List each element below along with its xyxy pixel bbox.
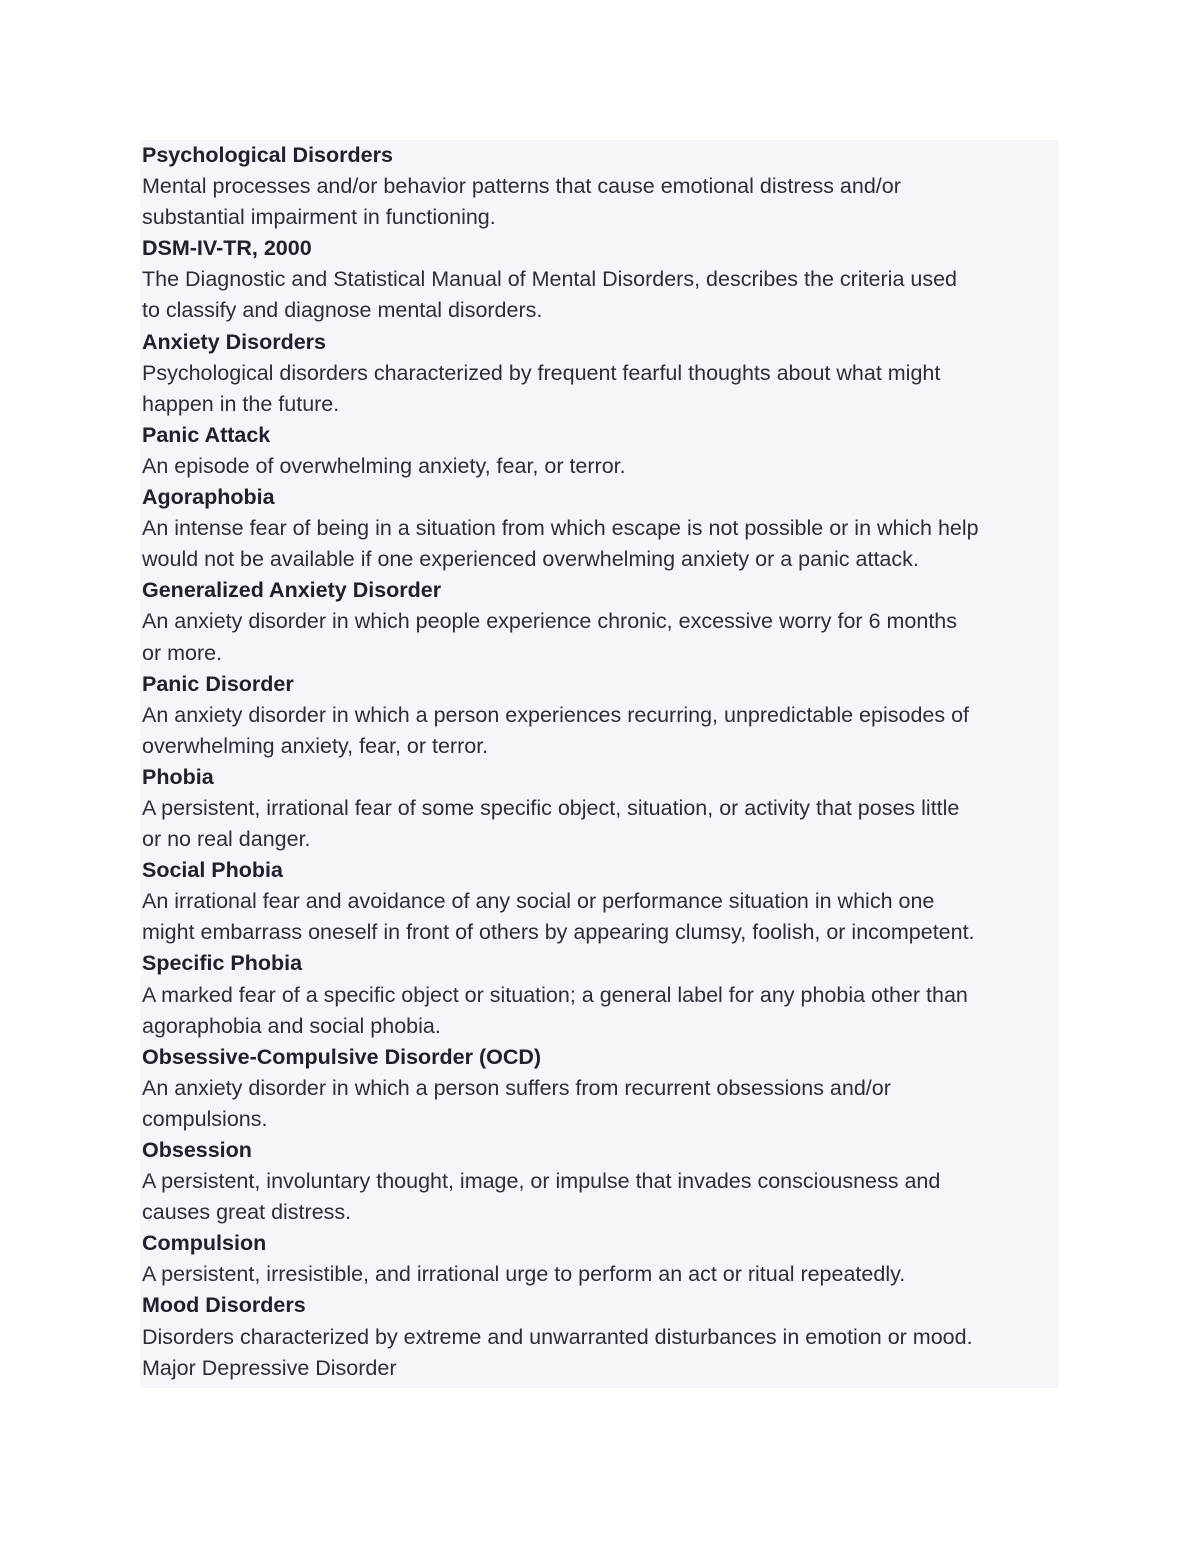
glossary-definition-line: causes great distress.: [142, 1200, 352, 1225]
glossary-term: Panic Disorder: [142, 671, 294, 696]
glossary-term: Psychological Disorders: [142, 143, 393, 167]
glossary-definition-line: Mental processes and/or behavior patterns that cause emotional distress and/or: [142, 174, 901, 199]
glossary-definition-line: The Diagnostic and Statistical Manual of Mental Disorders, describes the criteria used: [142, 267, 957, 292]
glossary-definition-line: might embarrass oneself in front of others by appearing clumsy, foolish, or incompetent.: [142, 920, 975, 945]
glossary-definition-line: or no real danger.: [142, 827, 311, 852]
glossary-definition-line: substantial impairment in functioning.: [142, 205, 496, 230]
glossary-definition-line: A persistent, irrational fear of some specific object, situation, or activity that poses little: [142, 795, 960, 820]
glossary-term: Social Phobia: [142, 858, 283, 883]
glossary-term: Panic Attack: [142, 422, 271, 447]
glossary-term: Compulsion: [142, 1231, 267, 1256]
glossary-term: Generalized Anxiety Disorder: [142, 578, 442, 603]
glossary-definition-line: An episode of overwhelming anxiety, fear, or terror.: [142, 453, 626, 478]
glossary-term: Anxiety Disorders: [142, 329, 327, 354]
glossary-term: Obsession: [142, 1138, 252, 1162]
glossary-definition-line: compulsions.: [142, 1106, 268, 1131]
glossary-definition-line: happen in the future.: [142, 391, 340, 416]
glossary-term: DSM-IV-TR, 2000: [142, 236, 312, 261]
glossary-definition-line: Disorders characterized by extreme and unwarranted disturbances in emotion or mood.: [142, 1324, 973, 1349]
glossary-definition-line: An intense fear of being in a situation from which escape is not possible or in which help: [142, 516, 979, 541]
glossary-definition-line: Major Depressive Disorder: [142, 1355, 397, 1380]
glossary-definition-line: An anxiety disorder in which a person experiences recurring, unpredictable episodes of: [142, 702, 970, 727]
glossary-definition-line: A persistent, irresistible, and irrational urge to perform an act or ritual repeatedly.: [142, 1262, 906, 1287]
glossary-term: Agoraphobia: [142, 485, 275, 510]
glossary-block: [140, 140, 1059, 1388]
glossary-term: Obsessive-Compulsive Disorder (OCD): [142, 1044, 542, 1069]
glossary-definition-line: A marked fear of a specific object or situation; a general label for any phobia other than: [142, 982, 968, 1007]
glossary-definition-line: overwhelming anxiety, fear, or terror.: [142, 733, 489, 758]
glossary-definition-line: An anxiety disorder in which people experience chronic, excessive worry for 6 months: [142, 609, 958, 634]
glossary-definition-line: An anxiety disorder in which a person suffers from recurrent obsessions and/or: [142, 1075, 891, 1100]
glossary-term: Specific Phobia: [142, 951, 303, 976]
glossary-definition-line: or more.: [142, 640, 223, 665]
glossary-definition-line: A persistent, involuntary thought, image, or impulse that invades consciousness and: [142, 1169, 941, 1194]
glossary-definition-line: would not be available if one experienced overwhelming anxiety or a panic attack.: [142, 547, 919, 572]
glossary-term: Mood Disorders: [142, 1293, 306, 1318]
glossary-term: Phobia: [142, 764, 214, 789]
glossary-definition-line: to classify and diagnose mental disorders.: [142, 298, 543, 323]
glossary-definition-line: Psychological disorders characterized by frequent fearful thoughts about what might: [142, 360, 941, 385]
glossary-definition-line: An irrational fear and avoidance of any social or performance situation in which one: [142, 889, 935, 914]
glossary-definition-line: agoraphobia and social phobia.: [142, 1013, 441, 1038]
